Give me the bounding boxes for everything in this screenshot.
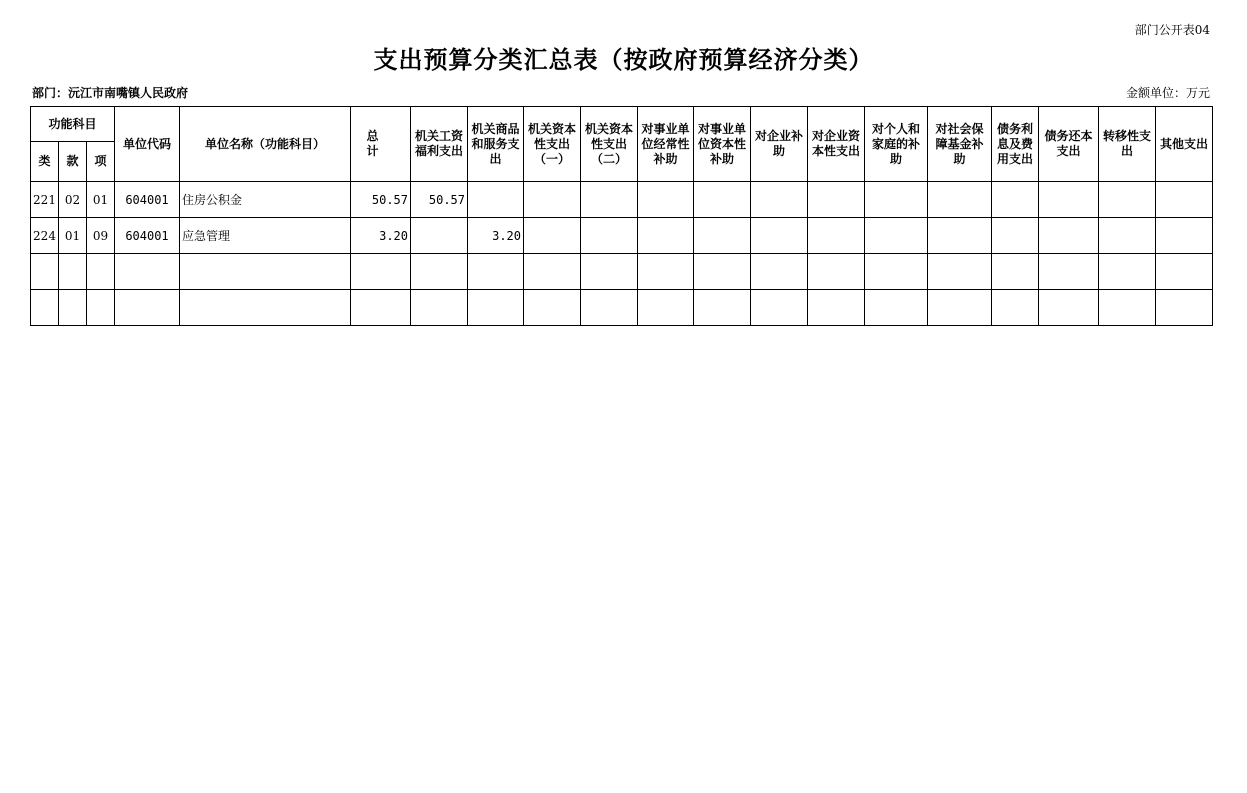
- cell-col13: [1099, 182, 1156, 218]
- header-col6: 对事业单位资本性补助: [694, 107, 751, 182]
- amount-unit-label: 金额单位：万元: [1125, 86, 1210, 100]
- header-total-text: 总 计: [366, 129, 395, 158]
- empty-cell: [411, 290, 468, 326]
- header-kuan: 款: [59, 142, 87, 182]
- empty-cell: [351, 254, 411, 290]
- empty-cell: [31, 290, 59, 326]
- header-xiang: 项: [87, 142, 115, 182]
- cell-col9: [865, 218, 928, 254]
- header-col13: 转移性支出: [1099, 107, 1156, 182]
- cell-col5: [638, 182, 694, 218]
- cell-col10: [928, 218, 992, 254]
- cell-col14: [1156, 218, 1213, 254]
- cell-col10: [928, 182, 992, 218]
- header-col4: 机关资本性支出（二）: [581, 107, 638, 182]
- cell-col7: [751, 182, 808, 218]
- cell-unit-code: 604001: [115, 182, 180, 218]
- table-row: [31, 182, 1213, 218]
- cell-col7: [751, 218, 808, 254]
- cell-col13: [1099, 218, 1156, 254]
- cell-kuan: 02: [59, 182, 87, 218]
- cell-col4: [581, 182, 638, 218]
- cell-unit-code: 604001: [115, 218, 180, 254]
- empty-cell: [1156, 290, 1213, 326]
- header-col7: 对企业补助: [751, 107, 808, 182]
- empty-cell: [468, 290, 524, 326]
- cell-xiang: 09: [87, 218, 115, 254]
- empty-cell: [694, 254, 751, 290]
- header-lei: 类: [31, 142, 59, 182]
- cell-kuan: 01: [59, 218, 87, 254]
- cell-col11: [992, 218, 1039, 254]
- header-unit-code: 单位代码: [115, 107, 180, 182]
- header-col8: 对企业资本性支出: [808, 107, 865, 182]
- form-number: 部门公开表04: [1134, 23, 1210, 37]
- header-col3: 机关资本性支出（一）: [524, 107, 581, 182]
- header-col11: 债务利息及费用支出: [992, 107, 1039, 182]
- empty-cell: [59, 290, 87, 326]
- header-unit-name: 单位名称（功能科目）: [180, 107, 351, 182]
- empty-cell: [351, 290, 411, 326]
- cell-lei: 224: [31, 218, 59, 254]
- empty-cell: [694, 290, 751, 326]
- header-col14: 其他支出: [1156, 107, 1213, 182]
- empty-cell: [180, 254, 351, 290]
- table-row: [31, 218, 1213, 254]
- empty-cell: [468, 254, 524, 290]
- empty-cell: [865, 290, 928, 326]
- header-col1: 机关工资福利支出: [411, 107, 468, 182]
- cell-col5: [638, 218, 694, 254]
- header-func-subject: 功能科目: [31, 107, 115, 142]
- empty-cell: [992, 290, 1039, 326]
- cell-col2: [468, 182, 524, 218]
- empty-cell: [115, 254, 180, 290]
- empty-cell: [31, 254, 59, 290]
- header-col12: 债务还本支出: [1039, 107, 1099, 182]
- cell-col9: [865, 182, 928, 218]
- empty-cell: [751, 254, 808, 290]
- empty-cell: [180, 290, 351, 326]
- cell-col12: [1039, 182, 1099, 218]
- empty-cell: [1099, 254, 1156, 290]
- empty-cell: [59, 254, 87, 290]
- cell-col2: 3.20: [468, 218, 524, 254]
- empty-cell: [524, 290, 581, 326]
- cell-col12: [1039, 218, 1099, 254]
- empty-cell: [1099, 290, 1156, 326]
- cell-col11: [992, 182, 1039, 218]
- empty-cell: [524, 254, 581, 290]
- empty-cell: [87, 254, 115, 290]
- empty-cell: [1156, 254, 1213, 290]
- cell-xiang: 01: [87, 182, 115, 218]
- empty-cell: [865, 254, 928, 290]
- cell-col6: [694, 182, 751, 218]
- cell-col6: [694, 218, 751, 254]
- department-label: 部门：沅江市南嘴镇人民政府: [32, 86, 189, 100]
- cell-col8: [808, 182, 865, 218]
- empty-cell: [1039, 290, 1099, 326]
- cell-col3: [524, 182, 581, 218]
- empty-cell: [808, 254, 865, 290]
- budget-table: [30, 106, 1213, 326]
- empty-cell: [411, 254, 468, 290]
- empty-cell: [751, 290, 808, 326]
- cell-unit-name: 住房公积金: [180, 182, 351, 218]
- empty-cell: [992, 254, 1039, 290]
- cell-col3: [524, 218, 581, 254]
- cell-total: 50.57: [351, 182, 411, 218]
- empty-cell: [928, 254, 992, 290]
- empty-cell: [1039, 254, 1099, 290]
- header-col5: 对事业单位经常性补助: [638, 107, 694, 182]
- empty-cell: [581, 254, 638, 290]
- table-row-empty: [31, 254, 1213, 290]
- empty-cell: [638, 254, 694, 290]
- cell-lei: 221: [31, 182, 59, 218]
- page-title: 支出预算分类汇总表（按政府预算经济分类）: [373, 45, 874, 74]
- cell-col1: [411, 218, 468, 254]
- empty-cell: [638, 290, 694, 326]
- cell-col1: 50.57: [411, 182, 468, 218]
- empty-cell: [87, 290, 115, 326]
- cell-col8: [808, 218, 865, 254]
- cell-unit-name: 应急管理: [180, 218, 351, 254]
- header-col2: 机关商品和服务支出: [468, 107, 524, 182]
- cell-col14: [1156, 182, 1213, 218]
- cell-col4: [581, 218, 638, 254]
- cell-total: 3.20: [351, 218, 411, 254]
- empty-cell: [581, 290, 638, 326]
- table-row-empty: [31, 290, 1213, 326]
- empty-cell: [808, 290, 865, 326]
- empty-cell: [928, 290, 992, 326]
- empty-cell: [115, 290, 180, 326]
- header-col10: 对社会保障基金补助: [928, 107, 992, 182]
- header-col9: 对个人和家庭的补助: [865, 107, 928, 182]
- header-row-1: [31, 107, 1213, 142]
- header-total: [351, 107, 411, 182]
